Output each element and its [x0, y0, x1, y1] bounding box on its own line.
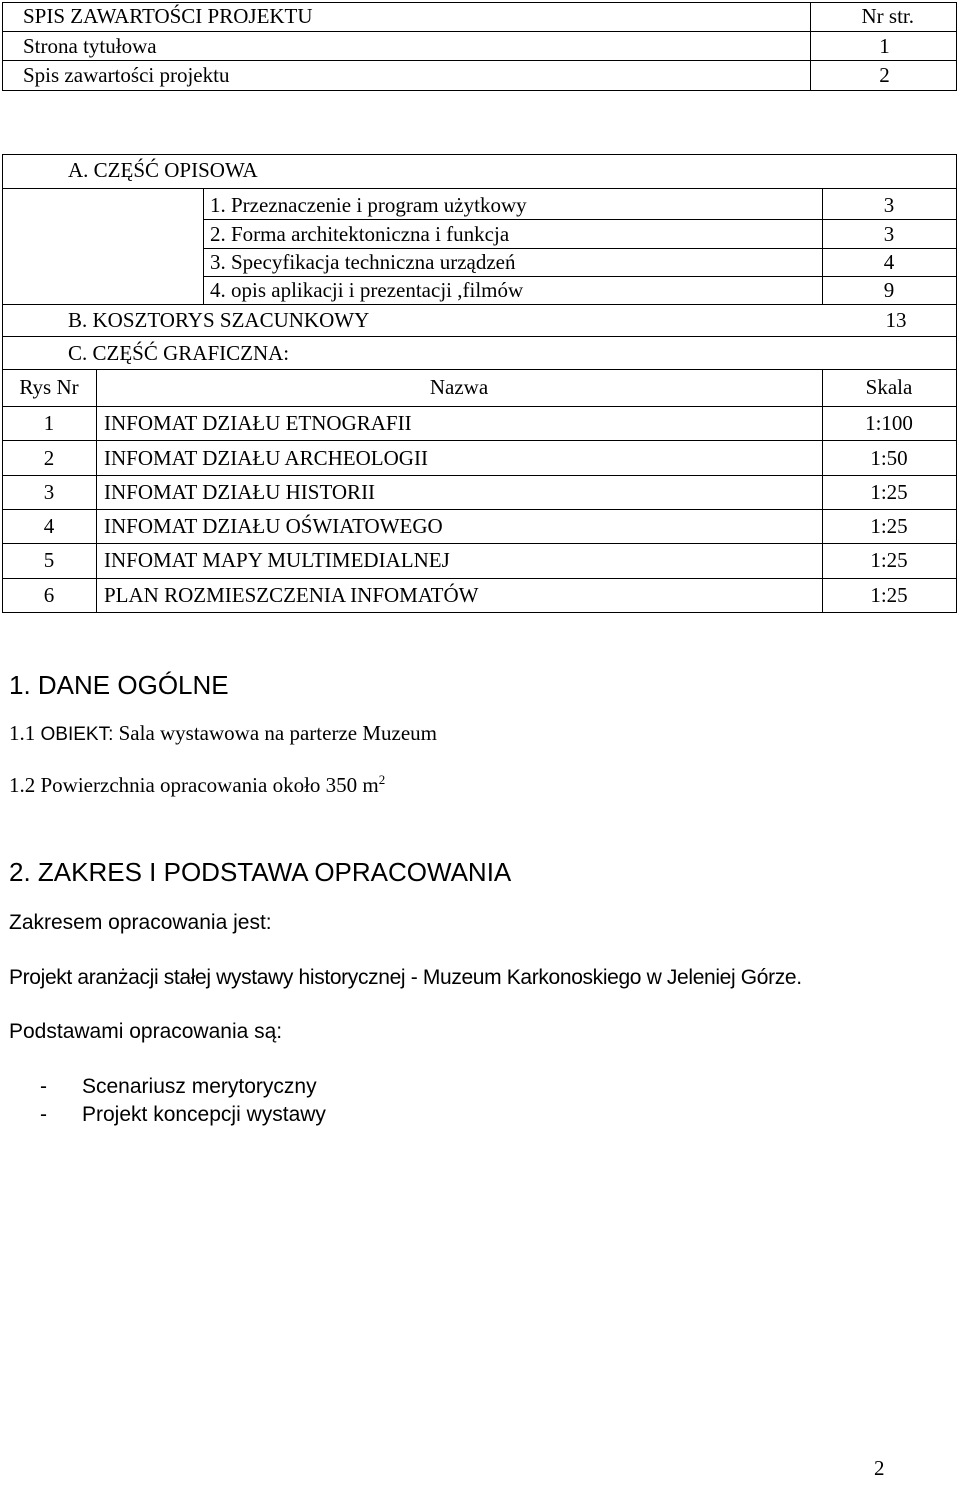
drawing-name: INFOMAT MAPY MULTIMEDIALNEJ — [104, 548, 450, 572]
section-1-heading: 1. DANE OGÓLNE — [9, 670, 229, 700]
drawing-name: INFOMAT DZIAŁU HISTORII — [104, 480, 376, 504]
section-c-title: C. CZĘŚĆ GRAFICZNA: — [68, 341, 290, 365]
drawing-scale: 1:50 — [870, 446, 908, 470]
section-a-item: 2. Forma architektoniczna i funkcja — [210, 222, 510, 246]
area-superscript: 2 — [378, 772, 386, 787]
drawing-scale: 1:25 — [870, 583, 908, 607]
toc-page-header: Nr str. — [861, 4, 914, 28]
drawings-header-scale: Skala — [865, 375, 913, 399]
section-a-item: 4. opis aplikacji i prezentacji ,filmów — [210, 278, 524, 302]
toc-row-label: Spis zawartości projektu — [23, 63, 230, 87]
section-a-item: 3. Specyfikacja techniczna urządzeń — [210, 250, 516, 274]
drawings-header-name: Nazwa — [429, 375, 489, 399]
drawings-header-nr: Rys Nr — [19, 375, 79, 399]
drawing-name: INFOMAT DZIAŁU ARCHEOLOGII — [104, 446, 428, 470]
section-a-title: A. CZĘŚĆ OPISOWA — [68, 158, 258, 182]
basis-intro: Podstawami opracowania są: — [9, 1020, 283, 1043]
drawing-nr: 5 — [43, 548, 55, 572]
drawing-name: PLAN ROZMIESZCZENIA INFOMATÓW — [104, 583, 479, 607]
section-a-item: 1. Przeznaczenie i program użytkowy — [210, 193, 527, 217]
drawing-scale: 1:25 — [870, 548, 908, 572]
drawing-nr: 4 — [43, 514, 55, 538]
section-a-item-page: 9 — [883, 278, 895, 302]
section-b-page: 13 — [885, 308, 907, 332]
object-label: OBIEKT: — [40, 724, 114, 745]
drawing-name: INFOMAT DZIAŁU OŚWIATOWEGO — [104, 514, 443, 538]
section-a-item-page: 3 — [883, 222, 895, 246]
drawing-nr: 6 — [43, 583, 55, 607]
basis-item: Projekt koncepcji wystawy — [82, 1103, 326, 1126]
drawing-nr: 1 — [43, 411, 55, 435]
area-line — [9, 768, 385, 797]
toc-row-page: 2 — [879, 63, 890, 87]
basis-bullet: - — [40, 1075, 47, 1098]
section-b-title: B. KOSZTORYS SZACUNKOWY — [68, 308, 370, 332]
page-number: 2 — [874, 1456, 885, 1480]
drawing-nr: 3 — [43, 480, 55, 504]
object-prefix: 1.1 — [9, 721, 36, 745]
basis-item: Scenariusz merytoryczny — [82, 1075, 317, 1098]
basis-bullet: - — [40, 1103, 47, 1126]
section-a-item-page: 4 — [883, 250, 895, 274]
object-line — [9, 721, 437, 747]
section-a-item-page: 3 — [883, 193, 895, 217]
drawing-scale: 1:25 — [870, 480, 908, 504]
scope-intro: Zakresem opracowania jest: — [9, 911, 272, 934]
toc-title: SPIS ZAWARTOŚCI PROJEKTU — [23, 4, 313, 28]
scope-project: Projekt aranżacji stałej wystawy historycznej - Muzeum Karkonoskiego w Jeleniej Górze. — [9, 966, 802, 989]
drawing-scale: 1:25 — [870, 514, 908, 538]
toc-row-page: 1 — [879, 34, 890, 58]
toc-row-label: Strona tytułowa — [23, 34, 157, 58]
drawing-scale: 1:100 — [865, 411, 913, 435]
drawing-name: INFOMAT DZIAŁU ETNOGRAFII — [104, 411, 412, 435]
section-2-heading: 2. ZAKRES I PODSTAWA OPRACOWANIA — [9, 857, 512, 887]
drawing-nr: 2 — [43, 446, 55, 470]
area-text: 1.2 Powierzchnia opracowania około 350 m — [9, 773, 379, 797]
object-value: Sala wystawowa na parterze Muzeum — [118, 721, 437, 745]
